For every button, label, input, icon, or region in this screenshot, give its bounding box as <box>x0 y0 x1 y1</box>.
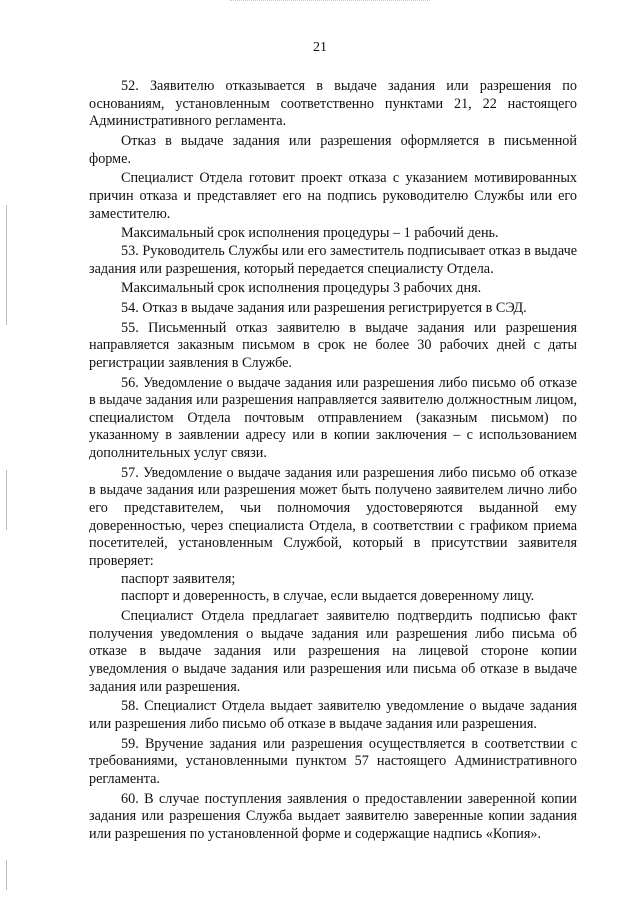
paragraph-57: 57. Уведомление о выдаче задания или разрешения либо письмо об отказе в выдаче задания или разрешения может быть получено заявителем лично либо его представителем, чьи полномочия удостоверяются выданной ему доверенностью, через специалиста Отдела, в соответствии с графиком приема посетителей, установленным Службой, который в присутствии заявителя проверяет: <box>89 464 577 570</box>
paragraph-53: 53. Руководитель Службы или его заместитель подписывает отказ в выдаче задания или разрешения, который передается специалисту Отдела. <box>89 242 577 277</box>
paragraph-specialist-prepares: Специалист Отдела готовит проект отказа с указанием мотивированных причин отказа и представляет его на подпись руководителю Службы или его заместителю. <box>89 170 577 222</box>
paragraph-60: 60. В случае поступления заявления о предоставлении заверенной копии задания или разрешения Служба выдает заявителю заверенные копии задания или разрешения по установленной форме и содержащие надпись «Копия». <box>89 790 577 842</box>
scan-artifact <box>230 0 430 4</box>
paragraph-54: 54. Отказ в выдаче задания или разрешения регистрируется в СЭД. <box>121 299 527 316</box>
list-item-passport: паспорт заявителя; <box>121 570 236 587</box>
paragraph-52: 52. Заявителю отказывается в выдаче задания или разрешения по основаниям, установленным соответственно пунктами 21, 22 настоящего Административного регламента. <box>89 78 577 130</box>
paragraph-max-term-3: Максимальный срок исполнения процедуры 3 рабочих дня. <box>121 280 482 297</box>
scan-edge-mark <box>6 470 7 530</box>
page-number: 21 <box>313 40 327 55</box>
paragraph-signature-confirmation: Специалист Отдела предлагает заявителю подтвердить подписью факт получения уведомления о выдаче задания или разрешения либо письма об отказе в выдаче задания или разрешения на лицевой стороне копии уведомления о выдаче задания или разрешения или письма об отказе в выдаче задания или разрешения. <box>89 608 577 695</box>
paragraph-59: 59. Вручение задания или разрешения осуществляется в соответствии с требованиями, установленными пунктом 57 настоящего Административного регламента. <box>89 735 577 787</box>
document-body <box>89 78 577 844</box>
paragraph-refusal-form: Отказ в выдаче задания или разрешения оформляется в письменной форме. <box>89 132 577 167</box>
paragraph-max-term-1: Максимальный срок исполнения процедуры – 1 рабочий день. <box>121 225 499 242</box>
paragraph-56: 56. Уведомление о выдаче задания или разрешения либо письмо об отказе в выдаче задания или разрешения направляется заявителю должностным лицом, специалистом Отдела почтовым отправлением (заказным письмом) по указанному в заявлении адресу или в копии заключения – с использованием дополнительных услуг связи. <box>89 374 577 462</box>
list-item-passport-proxy: паспорт и доверенность, в случае, если выдается доверенному лицу. <box>121 588 535 605</box>
paragraph-58: 58. Специалист Отдела выдает заявителю уведомление о выдаче задания или разрешения либо письмо об отказе в выдаче задания или разрешения. <box>89 698 577 732</box>
scan-edge-mark <box>6 860 7 890</box>
scan-edge-mark <box>6 205 7 325</box>
paragraph-55: 55. Письменный отказ заявителю в выдаче задания или разрешения направляется заказным письмом в срок не более 30 рабочих дней с даты регистрации заявления в Службе. <box>89 319 577 371</box>
